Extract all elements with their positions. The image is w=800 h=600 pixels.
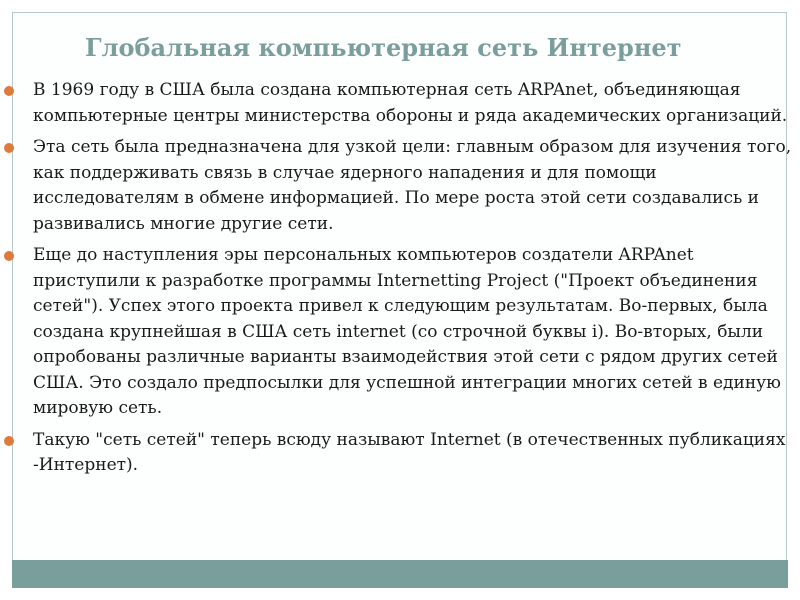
slide-bottom-bar — [12, 560, 788, 588]
bullet-text: Еще до наступления эры персональных компьютеров создатели ARPAnet приступили к разработке программы Internetting Project ("Проект объединения сетей"). Успех этого проекта привел к следующим результатам. Во-первых, была создана крупнейшая в США сеть internet (со строчной буквы i). Во-вторых, были опробованы различные варианты взаимодействия этой сети с рядом других сетей США. Это создало предпосылки для успешной интеграции многих сетей в единую мировую сеть. — [33, 245, 781, 418]
bullet-icon — [4, 436, 14, 446]
bullet-item — [0, 428, 800, 479]
bullet-item — [0, 135, 800, 237]
bullet-list — [0, 78, 800, 485]
bullet-text: В 1969 году в США была создана компьютерная сеть ARPAnet, объединяющая компьютерные центры министерства обороны и ряда академических организаций. — [33, 80, 788, 126]
bullet-icon — [4, 143, 14, 153]
bullet-item — [0, 78, 800, 129]
bullet-text: Эта сеть была предназначена для узкой цели: главным образом для изучения того, как поддерживать связь в случае ядерного нападения и для помощи исследователям в обмене информацией. По мере роста этой сети создавались и развивались многие другие сети. — [33, 137, 792, 234]
slide-title: Глобальная компьютерная сеть Интернет — [85, 33, 682, 62]
bullet-item — [0, 243, 800, 422]
bullet-icon — [4, 251, 14, 261]
bullet-text: Такую "сеть сетей" теперь всюду называют Internet (в отечественных публикациях -Интернет). — [33, 429, 786, 475]
bullet-icon — [4, 86, 14, 96]
